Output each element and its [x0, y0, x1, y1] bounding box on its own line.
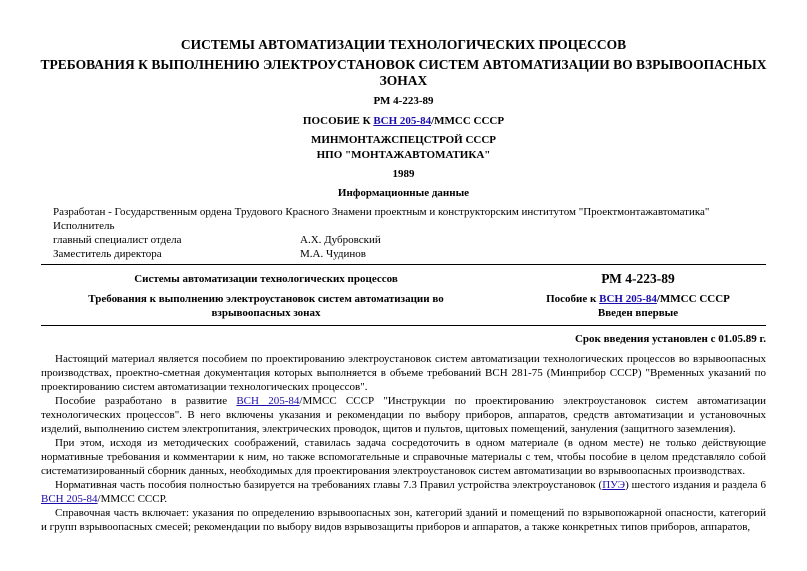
document-subtitle-line2: ЗОНАХ — [379, 73, 428, 88]
posobie-prefix: ПОСОБИЕ К — [302, 115, 374, 127]
header-left-subtitle-line1: Требования к выполнению электроустановок систем автоматизации во — [88, 293, 444, 305]
p2-vsn-205-84-link[interactable]: ВСН 205-84 — [236, 395, 300, 407]
person-name: М.А. Чудинов — [300, 248, 366, 260]
paragraph-1: Настоящий материал является пособием по проектированию электроустановок систем автоматизации технологических процессов во взрывоопасных производствах, проектно-сметная документация которых выполняется в объеме требований ВСН 281-75 (Минприбор СССР) "Временных указаний по проектированию систем автоматизации технологических процессов". — [41, 353, 766, 393]
person-name: А.Х. Дубровский — [300, 234, 381, 246]
publication-year: 1989 — [392, 168, 415, 180]
header-vsn-205-84-link[interactable]: ВСН 205-84 — [599, 293, 657, 305]
posobie-suffix: /ММСС СССР — [431, 115, 505, 127]
header-left-title: Системы автоматизации технологических процессов — [134, 273, 398, 285]
ministry-name: МИНМОНТАЖСПЕЦСТРОЙ СССР — [310, 134, 497, 146]
info-heading: Информационные данные — [337, 187, 470, 199]
divider — [41, 325, 766, 326]
divider — [41, 264, 766, 265]
effective-date: Срок введения установлен с 01.05.89 г. — [574, 333, 766, 345]
executor-label: Исполнитель — [53, 220, 115, 232]
paragraph-2 — [41, 394, 766, 436]
paragraph-5: Справочная часть включает: указания по определению взрывоопасных зон, категорий зданий и помещений по взрывопожарной опасности, категорий и групп взрывоопасных смесей; рекомендации по выбору видов взрывозащиты приборов и аппаратов, а также конкретных типов приборов, аппаратов, — [41, 507, 766, 533]
p2-prefix: Пособие разработано в развитие — [55, 395, 237, 407]
header-posobie-prefix: Пособие к — [546, 293, 600, 305]
npo-name: НПО "МОНТАЖАВТОМАТИКА" — [316, 149, 491, 161]
header-right-introduced: Введен впервые — [597, 307, 679, 319]
paragraph-4 — [41, 478, 766, 506]
vsn-205-84-link[interactable]: ВСН 205-84 — [373, 115, 432, 127]
document-title: СИСТЕМЫ АВТОМАТИЗАЦИИ ТЕХНОЛОГИЧЕСКИХ ПРОЦЕССОВ — [180, 37, 627, 52]
person-role: главный специалист отдела — [53, 234, 182, 246]
pue-link[interactable]: ПУЭ — [602, 479, 626, 491]
paragraph-3: При этом, исходя из методических соображений, ставилась задача сосредоточить в одном материале (в одном месте) не только действующие нормативные требования и комментарии к ним, но также вспомогательные и справочные материалы с тем, чтобы пособие в целом представляло собой систематизированный сборник данных, необходимых для проектирования электроустановок систем автоматизации во взрывоопасных производствах. — [41, 437, 766, 477]
developed-by: Разработан - Государственным ордена Трудового Красного Знамени проектным и конструкторским институтом "Проектмонтажавтоматика" — [53, 206, 710, 218]
p4-vsn-205-84-link[interactable]: ВСН 205-84 — [41, 493, 98, 505]
posobie-line — [0, 115, 807, 127]
p2-suffix: /ММСС СССР "Инструкции по проектированию электроустановок систем автоматизации технологических процессов". В него включены указания и рекомендации по выбору приборов, аппаратов, средств автоматизации и установочных изделий, выполнению систем электропитания, электрических проводок, щитов и пультов, щитовых помещений, зануления (защитного заземления). — [41, 395, 766, 435]
header-left-subtitle-line2: взрывоопасных зонах — [211, 307, 321, 319]
header-right-posobie — [510, 293, 766, 305]
p4-suffix: /ММСС СССР. — [97, 493, 168, 505]
header-posobie-suffix: /ММСС СССР — [656, 293, 730, 305]
p4-prefix: Нормативная часть пособия полностью базируется на требованиях главы 7.3 Правил устройства электроустановок ( — [55, 479, 603, 491]
document-code: РМ 4-223-89 — [373, 95, 434, 107]
person-role: Заместитель директора — [53, 248, 162, 260]
p4-middle: ) шестого издания и раздела 6 — [625, 479, 766, 491]
header-right-code: РМ 4-223-89 — [601, 271, 675, 286]
document-subtitle-line1: ТРЕБОВАНИЯ К ВЫПОЛНЕНИЮ ЭЛЕКТРОУСТАНОВОК СИСТЕМ АВТОМАТИЗАЦИИ ВО ВЗРЫВООПАСНЫХ — [40, 57, 767, 72]
